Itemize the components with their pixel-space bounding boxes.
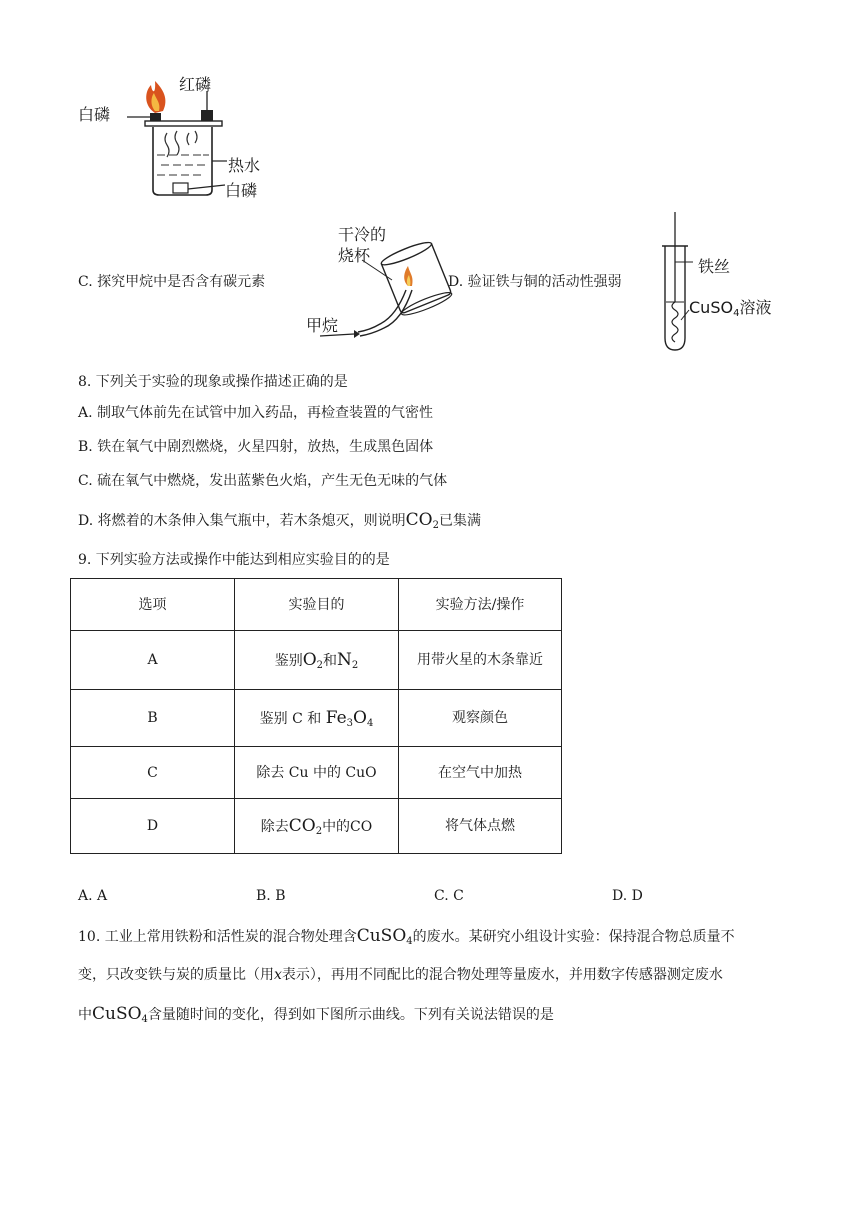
row-d-option: D — [71, 799, 235, 854]
row-a-conjunction: 和 — [323, 652, 338, 669]
label-hot-water: 热水 — [228, 156, 261, 175]
q9-answer-b: B. B — [256, 888, 286, 904]
table-header-row — [71, 579, 562, 631]
option-d-text: D. 验证铁与铜的活动性强弱 — [448, 274, 622, 290]
table-row — [71, 799, 562, 854]
q10-line-2-post: 表示），再用不同配比的混合物处理等量废水，并用数字传感器测定废水 — [281, 967, 723, 983]
q8-option-a: A. 制取气体前先在试管中加入药品，再检查装置的气密性 — [78, 405, 434, 421]
row-b-method: 观察颜色 — [399, 690, 562, 747]
solution-word: 溶液 — [739, 298, 772, 317]
row-b-purpose — [235, 690, 399, 747]
q9-answer-c: C. C — [434, 888, 464, 904]
q8-option-b: B. 铁在氧气中剧烈燃烧，火星四射，放热，生成黑色固体 — [78, 439, 434, 455]
label-red-phosphorus: 红磷 — [179, 75, 212, 94]
q10-line-3 — [78, 1004, 554, 1025]
row-a-method: 用带火星的木条靠近 — [399, 631, 562, 690]
row-d-formula-1: CO — [288, 815, 316, 836]
cuso4-formula: CuSO — [689, 298, 734, 317]
q10-cuso4-subscript-2: 4 — [141, 1014, 148, 1025]
label-cuso4-solution — [689, 295, 771, 318]
option-c-text: C. 探究甲烷中是否含有碳元素 — [78, 274, 266, 290]
q10-line-1-pre: 10. 工业上常用铁粉和活性炭的混合物处理含 — [78, 929, 357, 945]
row-a-formula-2: N — [337, 649, 352, 670]
row-a-purpose-prefix: 鉴别 — [274, 652, 303, 669]
header-option: 选项 — [71, 579, 235, 631]
label-iron-wire: 铁丝 — [698, 257, 731, 276]
header-purpose: 实验目的 — [235, 579, 399, 631]
q10-line-2-pre: 变，只改变铁与炭的质量比（用 — [78, 967, 274, 983]
row-b-option: B — [71, 690, 235, 747]
table-row — [71, 747, 562, 799]
cuso4-subscript: 4 — [733, 308, 740, 319]
row-d-purpose-tail: 中的CO — [322, 818, 373, 835]
q9-answer-d: D. D — [612, 888, 643, 904]
label-methane: 甲烷 — [306, 316, 339, 335]
row-d-purpose — [235, 799, 399, 854]
row-d-method: 将气体点燃 — [399, 799, 562, 854]
row-c-option: C — [71, 747, 235, 799]
q10-line-1-post: 的废水。某研究小组设计实验：保持混合物总质量不 — [412, 929, 735, 945]
row-a-formula-1: O — [302, 649, 317, 670]
q9-options-table — [70, 578, 562, 854]
label-white-phosphorus-top: 白磷 — [78, 105, 111, 124]
q8-stem: 8. 下列关于实验的现象或操作描述正确的是 — [78, 374, 348, 390]
table-row — [71, 631, 562, 690]
row-b-formula-1: Fe — [325, 707, 347, 728]
q10-line-3-post: 含量随时间的变化，得到如下图所示曲线。下列有关说法错误的是 — [147, 1007, 554, 1023]
row-d-subscript-1: 2 — [315, 825, 323, 837]
test-tube-drawing — [655, 210, 805, 360]
q10-line-2 — [78, 965, 723, 985]
q8-option-c: C. 硫在氧气中燃烧，发出蓝紫色火焰，产生无色无味的气体 — [78, 473, 448, 489]
q10-cuso4-formula-2: CuSO — [92, 1004, 142, 1024]
row-c-method: 在空气中加热 — [399, 747, 562, 799]
row-b-purpose-prefix: 鉴别 C 和 — [259, 710, 326, 727]
row-a-subscript-1: 2 — [316, 659, 324, 671]
row-b-subscript-2: 4 — [366, 717, 374, 729]
label-dry-cold-beaker-line1: 干冷的 — [338, 225, 387, 244]
q10-variable-x: x — [274, 967, 282, 983]
row-a-subscript-2: 2 — [351, 659, 359, 671]
q9-answer-a: A. A — [78, 888, 108, 904]
row-c-purpose: 除去 Cu 中的 CuO — [235, 747, 399, 799]
header-method: 实验方法/操作 — [399, 579, 562, 631]
q8-option-d-co2: CO — [405, 510, 433, 530]
row-d-purpose-prefix: 除去 — [260, 818, 289, 835]
row-b-formula-2: O — [353, 707, 367, 728]
q8-option-d-pre: D. 将燃着的木条伸入集气瓶中，若木条熄灭，则说明 — [78, 513, 406, 529]
q10-cuso4-formula: CuSO — [356, 926, 407, 946]
row-a-purpose — [235, 631, 399, 690]
q8-option-d-post: 已集满 — [438, 513, 481, 529]
label-dry-cold-beaker-line2: 烧杯 — [338, 246, 371, 265]
label-white-phosphorus-bottom: 白磷 — [225, 181, 258, 200]
q9-stem: 9. 下列实验方法或操作中能达到相应实验目的的是 — [78, 552, 390, 568]
table-row — [71, 690, 562, 747]
figure-iron-wire-test-tube — [655, 210, 805, 360]
row-a-option: A — [71, 631, 235, 690]
q10-cuso4-subscript: 4 — [406, 936, 413, 947]
q10-line-1 — [78, 926, 735, 947]
q8-option-d — [78, 510, 481, 531]
row-b-subscript-1: 3 — [346, 717, 354, 729]
q10-line-3-pre: 中 — [78, 1007, 92, 1023]
q8-option-d-sub: 2 — [432, 520, 439, 531]
